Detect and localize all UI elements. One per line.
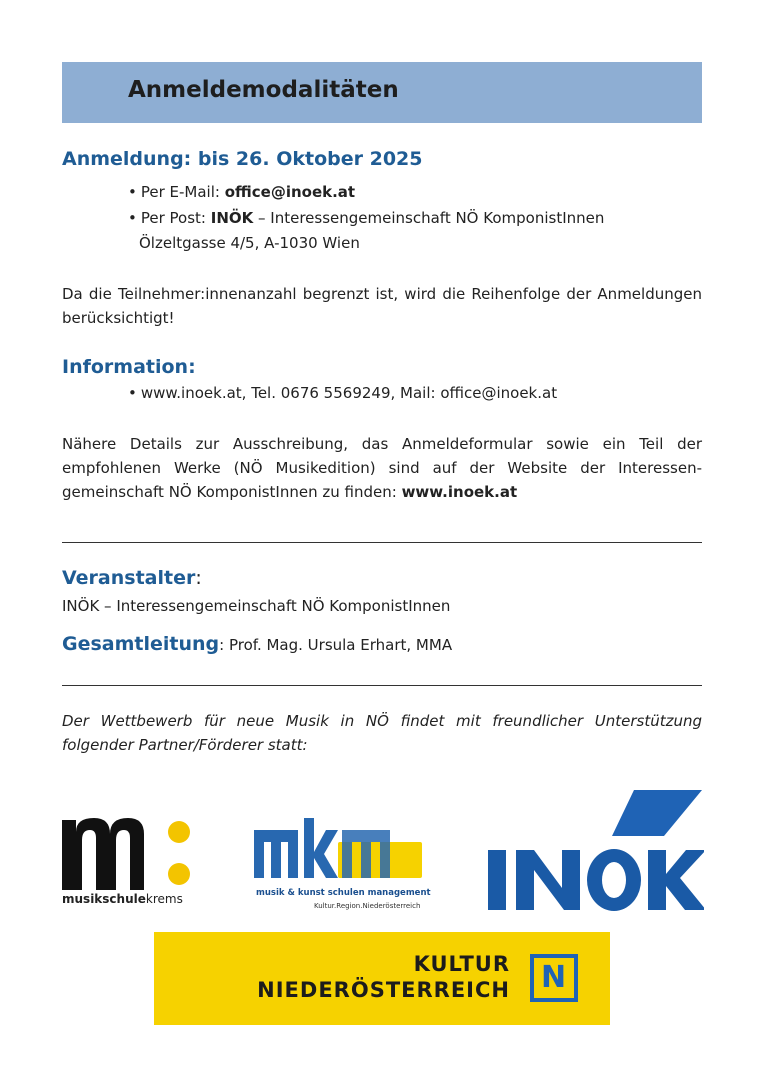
post-bullet bbox=[128, 206, 604, 230]
gesamtleitung-heading bbox=[62, 633, 452, 655]
kultur-niederoesterreich-logo bbox=[154, 932, 610, 1025]
post-rest: – Interessengemeinschaft NÖ KomponistInnen bbox=[253, 209, 605, 227]
mkm-line2: Kultur.Region.Niederösterreich bbox=[314, 902, 421, 910]
website-link[interactable]: www.inoek.at bbox=[401, 483, 518, 501]
details-text: Nähere Details zur Ausschreibung, das Anmeldeformular sowie ein Teil der empfohlenen Werke (NÖ Musikedition) sind auf der Website der Interessen-gemeinschaft NÖ KomponistInnen zu finden: bbox=[62, 435, 702, 501]
partners-intro: Der Wettbewerb für neue Musik in NÖ findet mit freundlicher Unterstützung folgender Partner/Förderer statt: bbox=[62, 712, 702, 754]
divider-1 bbox=[62, 542, 702, 543]
divider-2 bbox=[62, 685, 702, 686]
header-bar bbox=[62, 62, 702, 123]
anmeldung-heading: Anmeldung: bis 26. Oktober 2025 bbox=[62, 148, 423, 170]
kultur-line2: NIEDERÖSTERREICH bbox=[257, 978, 510, 1002]
veranstalter-colon: : bbox=[195, 567, 202, 589]
information-line: • www.inoek.at, Tel. 0676 5569249, Mail: office@inoek.at bbox=[128, 381, 557, 405]
mkm-line1: musik & kunst schulen management bbox=[256, 888, 431, 898]
information-details bbox=[62, 432, 702, 504]
post-prefix: Per Post: bbox=[140, 209, 211, 227]
msk-name-bold: musikschule bbox=[62, 892, 146, 906]
n-badge-letter: N bbox=[541, 960, 567, 995]
veranstalter-value: INÖK – Interessengemeinschaft NÖ KomponistInnen bbox=[62, 597, 451, 615]
kultur-line1: KULTUR bbox=[413, 952, 510, 976]
msk-name-light: krems bbox=[145, 892, 183, 906]
post-address: Ölzeltgasse 4/5, A-1030 Wien bbox=[139, 234, 360, 252]
msk-name bbox=[62, 892, 183, 906]
gesamtleitung-label: Gesamtleitung bbox=[62, 633, 220, 655]
gesamtleitung-value: : Prof. Mag. Ursula Erhart, MMA bbox=[219, 636, 453, 654]
veranstalter-heading bbox=[62, 567, 202, 589]
email-link[interactable]: office@inoek.at bbox=[224, 183, 356, 201]
veranstalter-label: Veranstalter bbox=[62, 567, 196, 589]
email-prefix: Per E-Mail: bbox=[140, 183, 225, 201]
musikschule-krems-logo bbox=[62, 812, 202, 912]
post-org: INÖK bbox=[210, 209, 254, 227]
inoek-logo bbox=[484, 790, 704, 915]
mkm-logo bbox=[250, 812, 430, 912]
email-bullet bbox=[128, 180, 355, 204]
information-heading: Information: bbox=[62, 356, 196, 378]
anmeldung-note: Da die Teilnehmer:innenanzahl begrenzt ist, wird die Reihenfolge der Anmeldungen berücksichtigt! bbox=[62, 285, 702, 327]
n-badge-icon bbox=[530, 954, 578, 1002]
page-title: Anmeldemodalitäten bbox=[128, 77, 399, 103]
